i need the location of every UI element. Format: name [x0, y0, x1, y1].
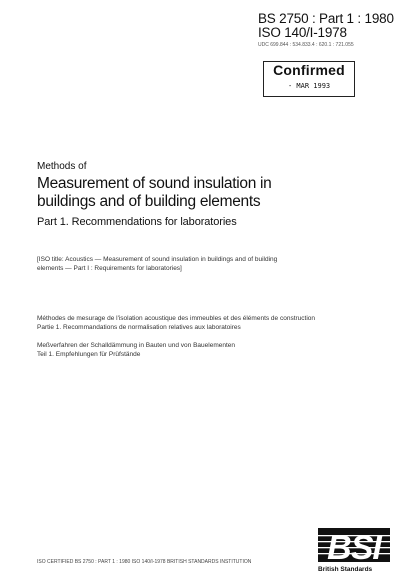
- german-title-block: [37, 341, 397, 360]
- svg-text:BSI: BSI: [327, 529, 381, 567]
- stamp-date: - MAR 1993: [288, 82, 331, 90]
- iso-number: ISO 140/I-1978: [258, 25, 347, 40]
- main-title-line-1: Measurement of sound insulation in: [37, 175, 272, 192]
- german-title-line-1: Meßverfahren der Schalldämmung in Bauten und von Bauelementen: [37, 342, 236, 349]
- footer-reference: ISO CERTIFIED BS 2750 : PART 1 : 1980 ISO 140/I-1978 BRITISH STANDARDS INSTITUTION: [37, 559, 252, 565]
- french-title-block: [37, 314, 397, 333]
- logo-caption: British Standards: [318, 566, 373, 573]
- french-title-line-2: Partie 1. Recommandations de normalisation relatives aux laboratoires: [37, 324, 241, 332]
- udc-classification: UDC 699.844 : 534.833.4 : 620.1 : 721.055: [258, 42, 354, 48]
- bsi-logo-mark: [318, 528, 390, 567]
- iso-title-block: [37, 255, 397, 274]
- standard-number-block: [258, 12, 398, 49]
- iso-title-line-2: elements — Part I : Requirements for laboratories]: [37, 265, 182, 273]
- confirmed-stamp: [263, 61, 355, 97]
- document-title-block: [37, 161, 377, 229]
- german-title-line-2: Teil 1. Empfehlungen für Prüfstände: [37, 351, 141, 359]
- part-title: Part 1. Recommendations for laboratories: [37, 216, 237, 228]
- stamp-title: Confirmed: [273, 62, 345, 78]
- title-kicker: Methods of: [37, 161, 87, 172]
- main-title-line-2: buildings and of building elements: [37, 193, 261, 210]
- bs-number: BS 2750 : Part 1 : 1980: [258, 11, 394, 26]
- french-title-line-1: Méthodes de mesurage de l'isolation acoustique des immeubles et des éléments de construction: [37, 315, 316, 322]
- iso-title-line-1: [ISO title: Acoustics — Measurement of sound insulation in buildings and of building: [37, 256, 278, 263]
